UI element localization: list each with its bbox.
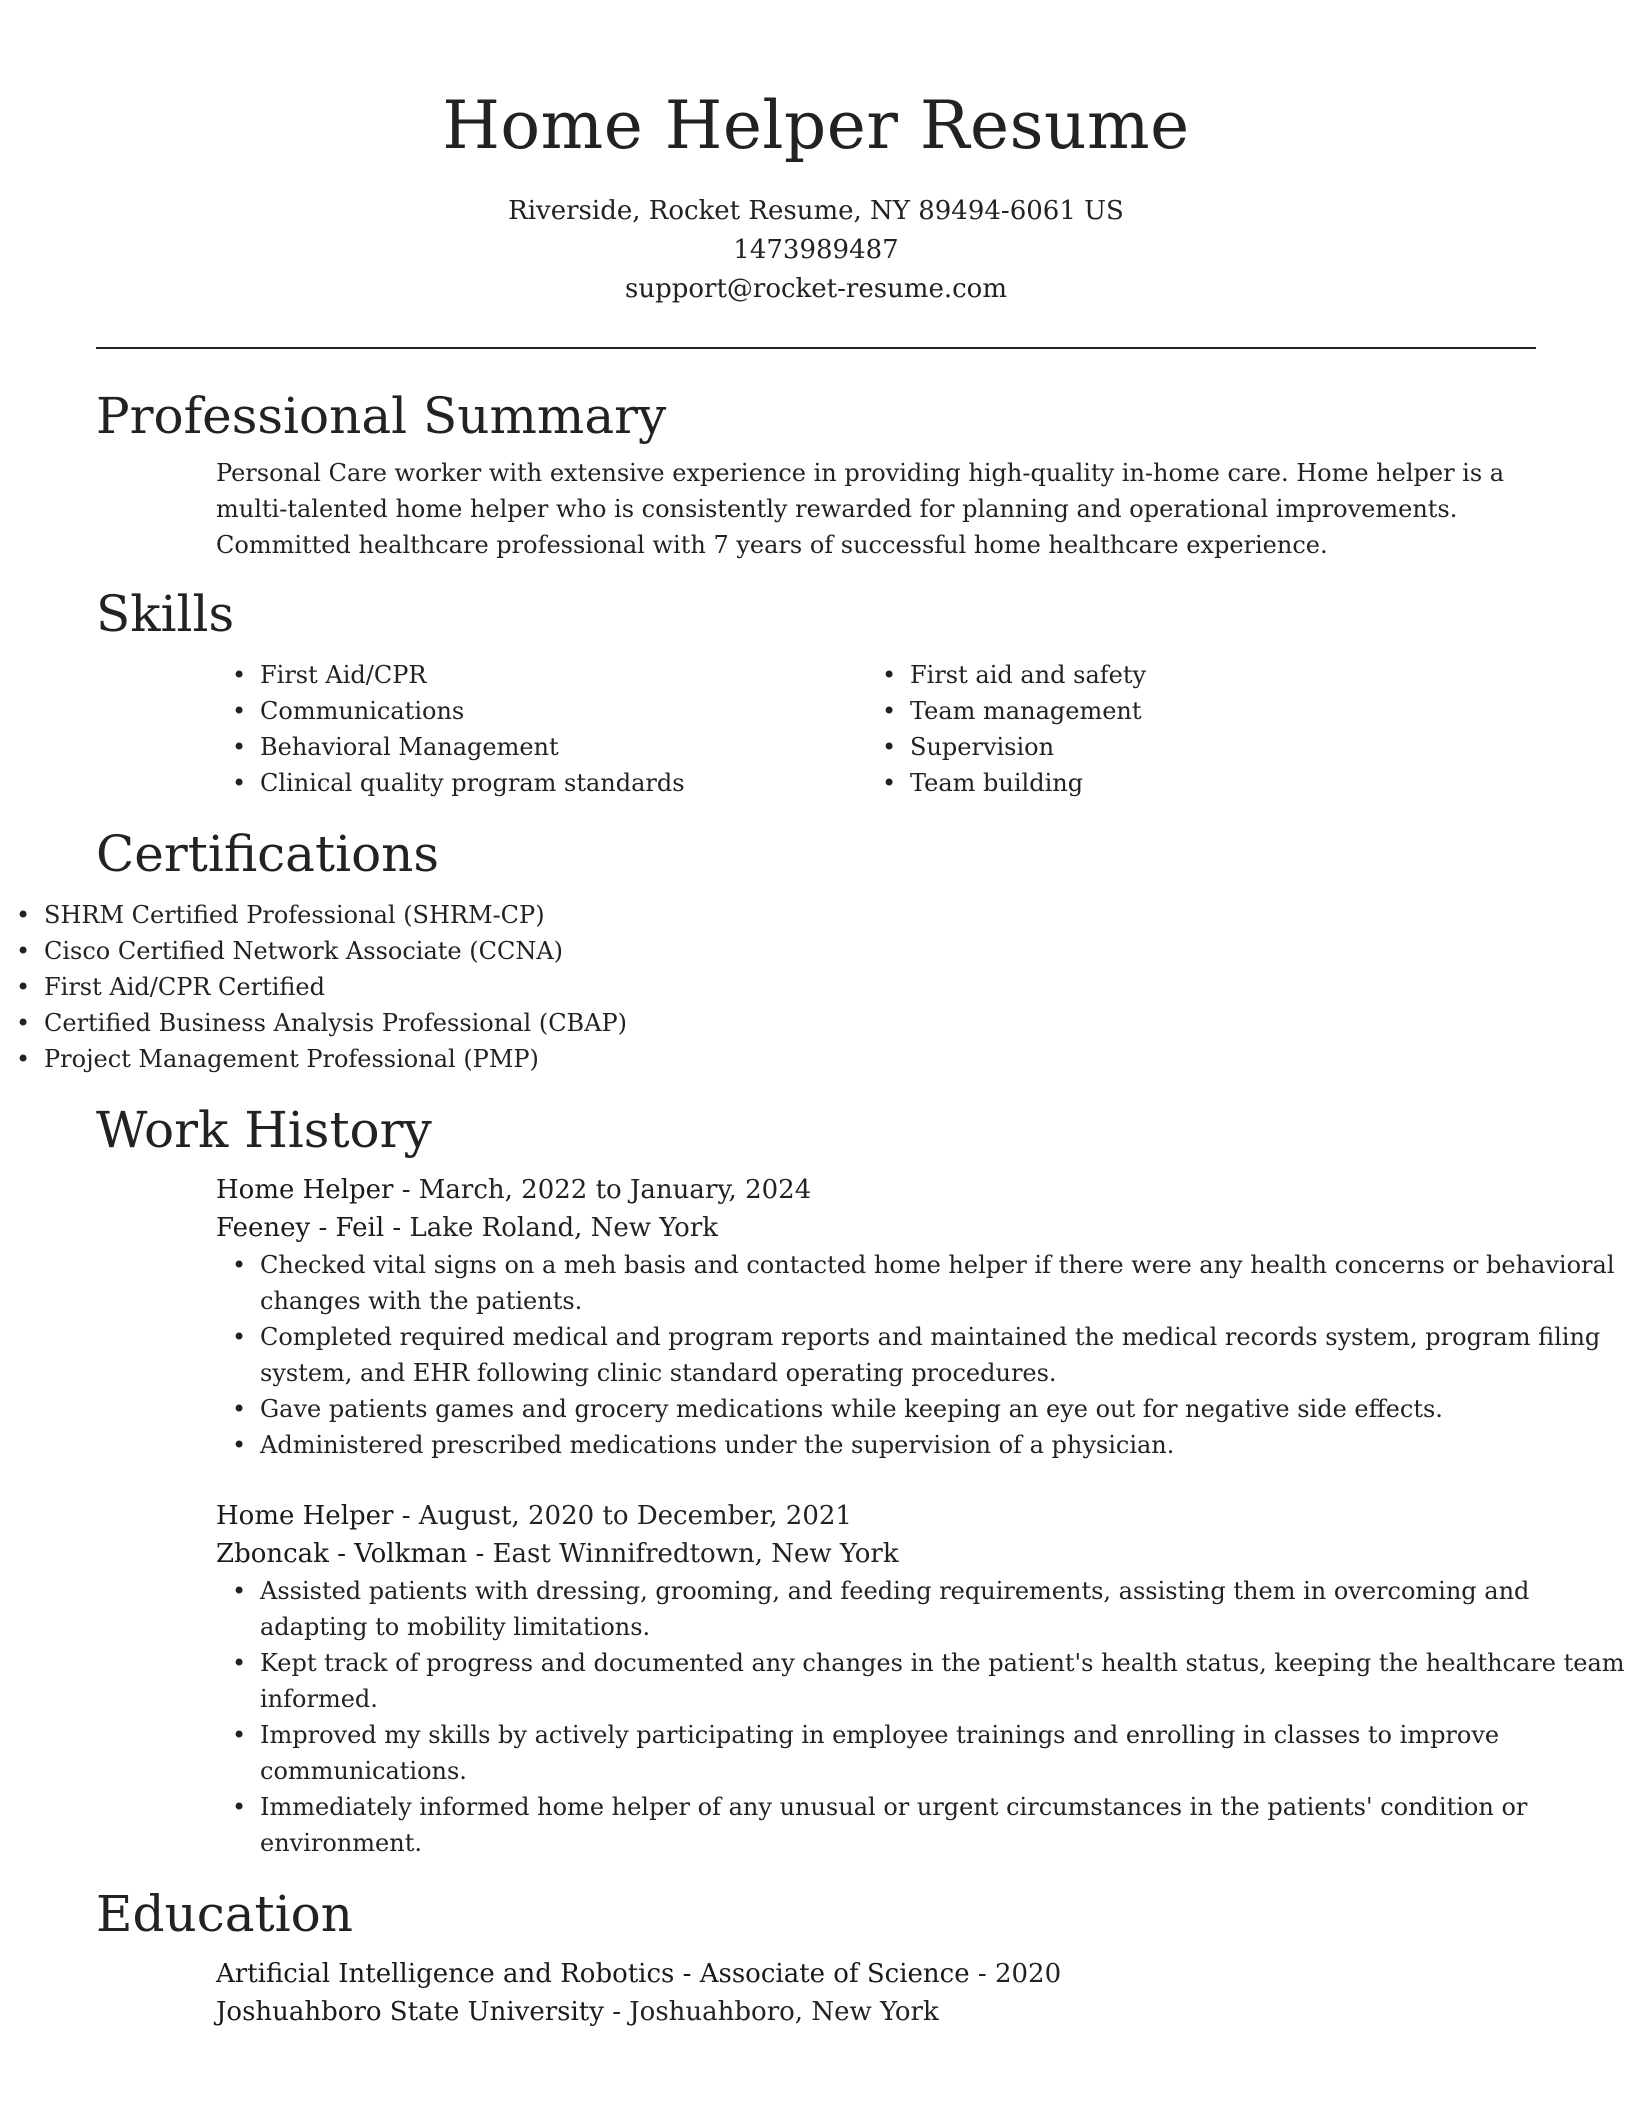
- certifications-heading: Certifications: [96, 825, 440, 883]
- certification-item: • Certified Business Analysis Professional (CBAP): [0, 1005, 1632, 1041]
- job-company-line: [216, 1209, 1536, 1247]
- job-dates: - August, 2020 to December, 2021: [393, 1501, 852, 1531]
- job-company: Feeney - Feil: [216, 1213, 385, 1243]
- work-history-heading: Work History: [96, 1101, 432, 1159]
- summary-text: Personal Care worker with extensive experience in providing high-quality in-home care. Home helper is a multi-talented home helper who is consistently rewarded for planning and operational improvements. Committed healthcare professional with 7 years of successful home healthcare experience.: [216, 459, 1505, 559]
- education-school: Joshuahboro State University: [216, 1997, 604, 2027]
- skill-item: • First aid and safety: [866, 657, 1516, 693]
- certification-item: • First Aid/CPR Certified: [0, 969, 1632, 1005]
- certifications-section: [0, 823, 1632, 1077]
- contact-email: support@rocket-resume.com: [624, 274, 1007, 304]
- job-title-line: [216, 1497, 1536, 1535]
- skills-section: [0, 583, 1632, 801]
- job-role: Home Helper: [216, 1501, 394, 1531]
- skills-grid: [216, 657, 1536, 801]
- job-bullet: • Kept track of progress and documented any changes in the patient's health status, keeping the healthcare team informed.: [216, 1645, 1632, 1717]
- education-heading: Education: [96, 1885, 353, 1943]
- resume-header: [0, 0, 1632, 309]
- skill-item: • Team management: [866, 693, 1516, 729]
- job-bullets: [216, 1573, 1632, 1861]
- job-dates: - March, 2022 to January, 2024: [393, 1175, 812, 1205]
- education-degree: Artificial Intelligence and Robotics - Associate of Science: [216, 1959, 970, 1989]
- job-location: - Lake Roland, New York: [384, 1213, 719, 1243]
- skill-item: • Communications: [216, 693, 866, 729]
- job-bullet: • Checked vital signs on a meh basis and contacted home helper if there were any health concerns or behavioral changes with the patients.: [216, 1247, 1632, 1319]
- skills-heading: Skills: [96, 585, 235, 643]
- job-entry: [216, 1497, 1536, 1573]
- job-company-line: [216, 1535, 1536, 1573]
- certification-item: • Project Management Professional (PMP): [0, 1041, 1632, 1077]
- contact-phone: 1473989487: [733, 235, 899, 265]
- skill-item: • First Aid/CPR: [216, 657, 866, 693]
- job-location: - East Winnifredtown, New York: [467, 1539, 899, 1569]
- education-school-line: [216, 1993, 1536, 2031]
- contact-info: [0, 192, 1632, 309]
- skill-item: • Clinical quality program standards: [216, 765, 866, 801]
- contact-address: Riverside, Rocket Resume, NY 89494-6061 US: [508, 196, 1124, 226]
- job-role: Home Helper: [216, 1175, 394, 1205]
- header-divider: [96, 347, 1536, 349]
- education-year: - 2020: [969, 1959, 1062, 1989]
- job-entry: [216, 1171, 1536, 1247]
- job-title-line: [216, 1171, 1536, 1209]
- certifications-list: [0, 897, 1632, 1077]
- skills-list-right: [866, 657, 1516, 801]
- education-entry: [216, 1955, 1536, 2031]
- job-bullet: • Gave patients games and grocery medications while keeping an eye out for negative side effects.: [216, 1391, 1632, 1427]
- skill-item: • Behavioral Management: [216, 729, 866, 765]
- job-company: Zboncak - Volkman: [216, 1539, 468, 1569]
- job-bullets: [216, 1247, 1632, 1463]
- job-bullet: • Completed required medical and program reports and maintained the medical records system, program filing system, and EHR following clinic standard operating procedures.: [216, 1319, 1632, 1391]
- resume-title: Home Helper Resume: [442, 87, 1190, 164]
- education-location: - Joshuahboro, New York: [603, 1997, 939, 2027]
- education-degree-line: [216, 1955, 1536, 1993]
- certification-item: • Cisco Certified Network Associate (CCNA): [0, 933, 1632, 969]
- summary-section: [0, 385, 1632, 563]
- skills-list-left: [216, 657, 866, 801]
- certification-item: • SHRM Certified Professional (SHRM-CP): [0, 897, 1632, 933]
- job-bullet: • Administered prescribed medications under the supervision of a physician.: [216, 1427, 1632, 1463]
- education-section: [0, 1883, 1632, 2031]
- skill-item: • Team building: [866, 765, 1516, 801]
- job-bullet: • Immediately informed home helper of any unusual or urgent circumstances in the patients' condition or environment.: [216, 1789, 1632, 1861]
- skill-item: • Supervision: [866, 729, 1516, 765]
- work-history-section: [0, 1099, 1632, 1861]
- job-bullet: • Improved my skills by actively participating in employee trainings and enrolling in classes to improve communications.: [216, 1717, 1632, 1789]
- job-bullet: • Assisted patients with dressing, grooming, and feeding requirements, assisting them in overcoming and adapting to mobility limitations.: [216, 1573, 1632, 1645]
- summary-heading: Professional Summary: [96, 387, 667, 445]
